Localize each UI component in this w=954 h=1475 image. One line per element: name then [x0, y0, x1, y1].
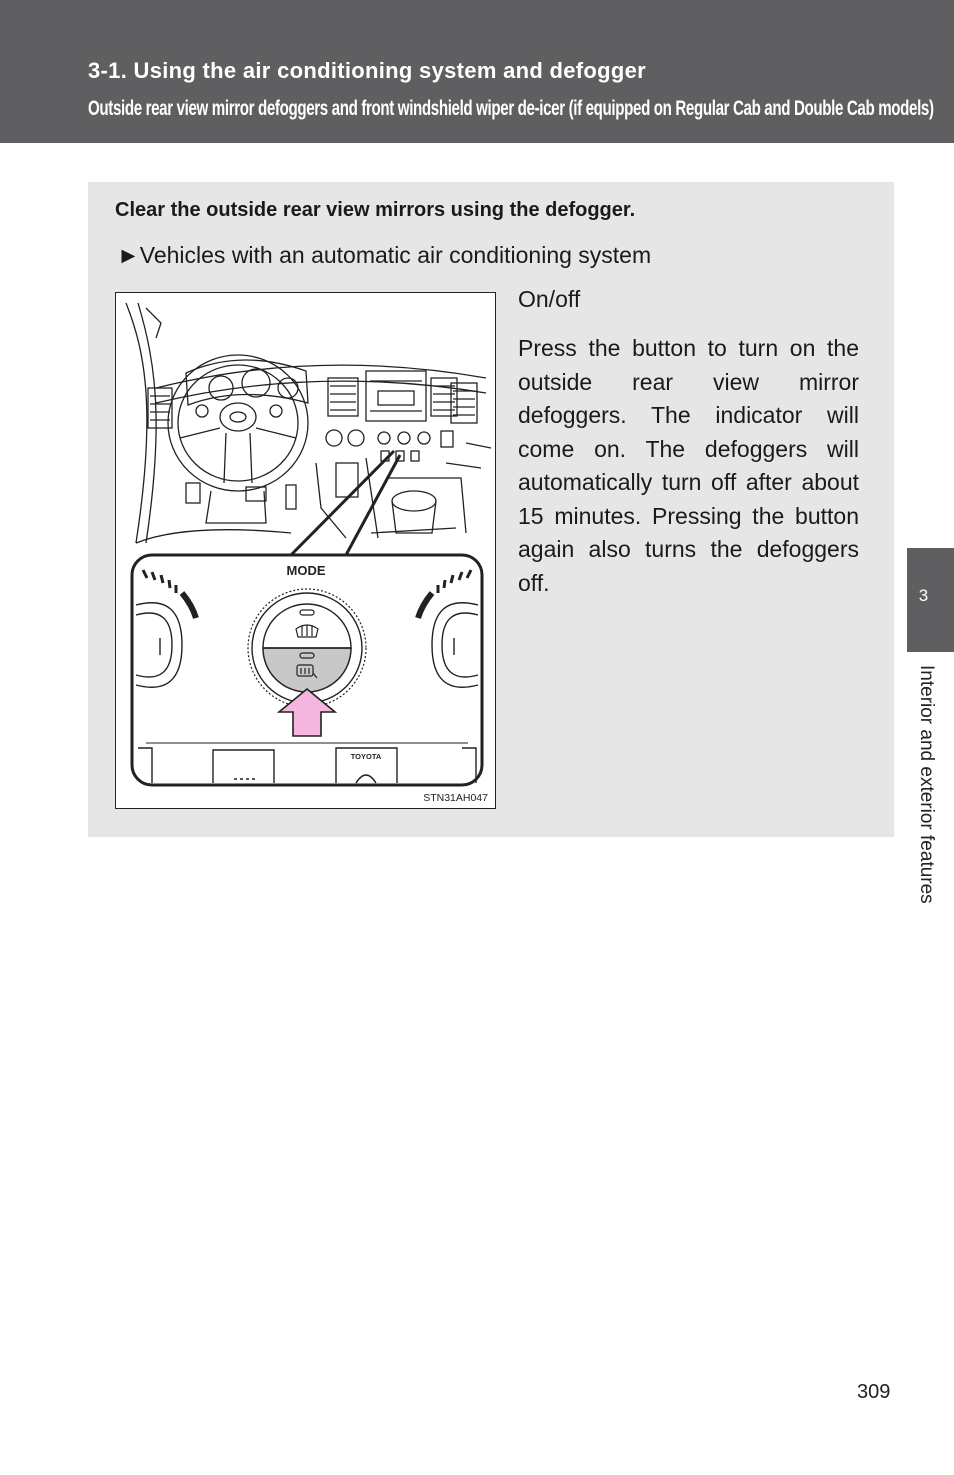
item-title: On/off — [518, 286, 581, 312]
brand-label: TOYOTA — [350, 752, 382, 761]
section-title: 3-1. Using the air conditioning system and defogger — [88, 58, 647, 83]
chapter-tab — [907, 548, 954, 652]
figure-code: STN31AH047 — [423, 792, 488, 804]
section-subtitle: Outside rear view mirror defoggers and front windshield wiper de-icer (if equipped on Regular Cab and Double Cab models) — [88, 97, 934, 120]
chapter-number: 3 — [918, 586, 929, 605]
mode-label: MODE — [286, 563, 326, 578]
page-number: 309 — [857, 1381, 891, 1403]
dashboard-drawing — [116, 293, 496, 809]
item-description: Press the button to turn on the outside rear view mirror defoggers. The indicator will come on. The defoggers will automatically turn off after about 15 minutes. Pressing the button again also turns the defoggers off. — [518, 335, 859, 596]
content-box — [88, 182, 894, 837]
box-heading: Clear the outside rear view mirrors using the defogger. — [115, 199, 636, 221]
dashboard-illustration — [115, 292, 496, 809]
page-header — [0, 0, 954, 143]
vehicle-variant-label: ►Vehicles with an automatic air conditioning system — [117, 242, 652, 268]
chapter-label: Interior and exterior features — [916, 665, 937, 904]
